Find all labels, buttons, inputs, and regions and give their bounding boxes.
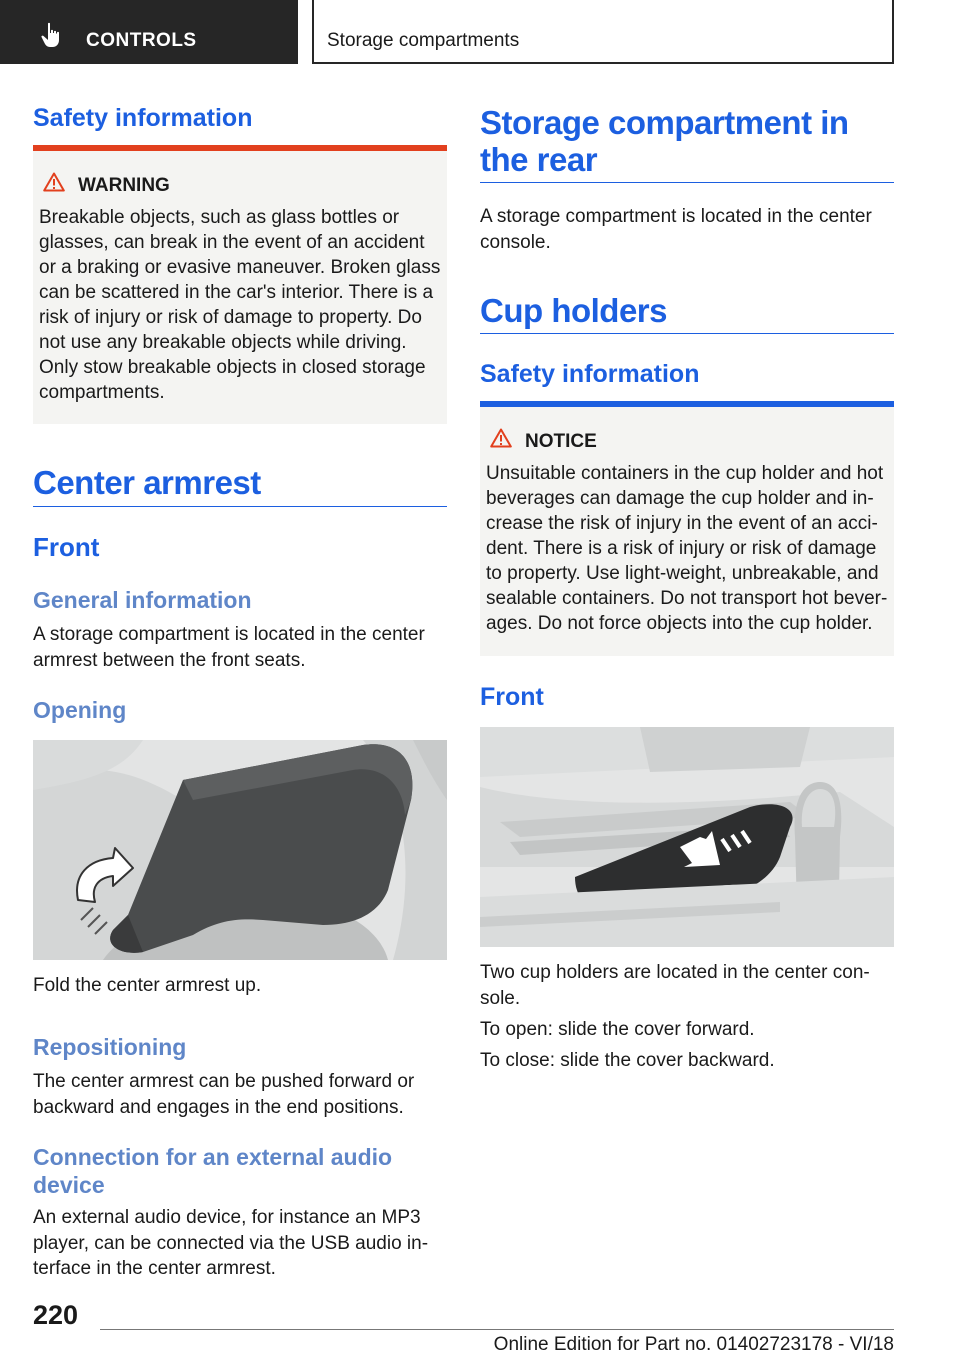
warning-triangle-icon — [43, 172, 65, 192]
warning-triangle-icon — [490, 428, 512, 448]
general-info-text — [33, 622, 425, 673]
hand-pointer-icon — [40, 22, 64, 48]
text-line: Two cup holders are located in the center con- — [480, 962, 870, 983]
cup-holder-image — [480, 727, 894, 947]
safety-heading: Safety information — [33, 104, 253, 132]
notice-line: beverages can damage the cup holder and in- — [486, 488, 874, 509]
repositioning-heading: Repositioning — [33, 1034, 187, 1060]
cup-holder-illustration — [480, 727, 894, 947]
notice-line: crease the risk of injury in the event of an acci- — [486, 513, 878, 534]
heading-line: device — [33, 1172, 105, 1198]
notice-bar — [480, 401, 894, 407]
header-chapter-tab[interactable] — [312, 0, 894, 64]
section-rule — [480, 333, 894, 334]
text-line: The center armrest can be pushed forward or — [33, 1071, 415, 1092]
warning-line: or a braking or evasive maneuver. Broken glass — [39, 257, 441, 278]
text-line: player, can be connected via the USB audio in- — [33, 1232, 429, 1254]
front-heading: Front — [480, 683, 544, 711]
text-line: backward and engages in the end positions. — [33, 1096, 404, 1118]
notice-line: dent. There is a risk of injury or risk of damage — [486, 538, 877, 559]
section-rule — [33, 506, 447, 507]
warning-line: not use any breakable objects while driving. — [39, 332, 407, 353]
open-instruction: To open: slide the cover forward. — [480, 1019, 755, 1040]
notice-line: ages. Do not force objects into the cup holder. — [486, 613, 873, 634]
warning-line: Breakable objects, such as glass bottles or — [39, 207, 400, 228]
warning-line: can be scattered in the car's interior. There is a — [39, 282, 434, 303]
fold-text: Fold the center armrest up. — [33, 975, 262, 996]
warning-title: WARNING — [78, 175, 170, 196]
safety-heading: Safety information — [480, 360, 700, 388]
text-line: An external audio device, for instance an MP3 — [33, 1207, 421, 1228]
armrest-illustration — [33, 740, 447, 960]
notice-title: NOTICE — [525, 431, 597, 452]
warning-line: risk of injury or risk of damage to property. Do — [39, 307, 422, 328]
edition-text: Online Edition for Part no. 01402723178 - VI/18 — [493, 1334, 894, 1355]
connection-heading — [33, 1143, 392, 1199]
text-line: armrest between the front seats. — [33, 649, 306, 671]
warning-text — [39, 205, 440, 405]
page-number: 220 — [33, 1300, 79, 1330]
notice-box — [480, 401, 894, 656]
text-line: A storage compartment is located in the center — [480, 206, 872, 227]
notice-line: sealable containers. Do not transport hot bever- — [486, 588, 888, 609]
warning-bar — [33, 145, 447, 151]
heading-line: the rear — [480, 141, 598, 178]
chapter-label: Storage compartments — [327, 30, 520, 51]
cup-holders-heading: Cup holders — [480, 292, 668, 329]
text-line: A storage compartment is located in the center — [33, 624, 425, 645]
general-info-heading: General information — [33, 587, 252, 613]
section-rule — [480, 182, 894, 183]
text-line: sole. — [480, 987, 521, 1009]
warning-line: compartments. — [39, 382, 165, 403]
front-heading: Front — [33, 532, 100, 562]
footer-rule — [100, 1329, 894, 1330]
cup-holders-text — [480, 960, 870, 1011]
repositioning-text — [33, 1069, 414, 1120]
notice-line: Unsuitable containers in the cup holder and hot — [486, 463, 884, 484]
center-armrest-heading: Center armrest — [33, 464, 261, 501]
section-label: CONTROLS — [86, 30, 197, 51]
rear-storage-text — [480, 204, 872, 255]
warning-line: glasses, can break in the event of an accident — [39, 232, 425, 253]
close-instruction: To close: slide the cover backward. — [480, 1050, 775, 1071]
text-line: console. — [480, 231, 551, 253]
opening-heading: Opening — [33, 697, 127, 723]
armrest-image — [33, 740, 447, 960]
heading-line: Connection for an external audio — [33, 1144, 393, 1170]
text-line: terface in the center armrest. — [33, 1258, 276, 1279]
notice-line: to property. Use light-weight, unbreakable, and — [486, 563, 879, 584]
warning-box — [33, 145, 447, 424]
warning-line: Only stow breakable objects in closed storage — [39, 357, 426, 378]
connection-text — [33, 1205, 428, 1282]
header-section-tab[interactable] — [0, 0, 298, 64]
notice-text — [486, 461, 887, 636]
rear-storage-heading — [480, 104, 849, 178]
heading-line: Storage compartment in — [480, 104, 849, 141]
